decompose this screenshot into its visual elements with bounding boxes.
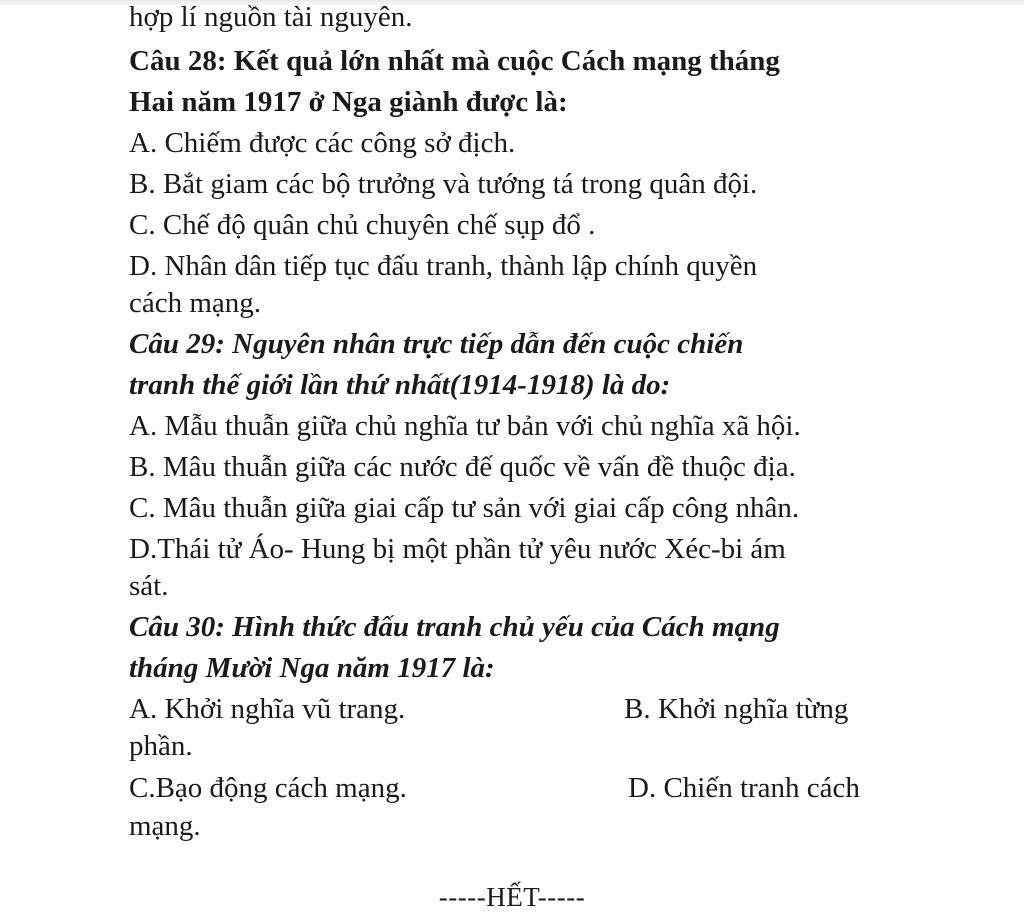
q29-stem-line1: Câu 29: Nguyên nhân trực tiếp dẫn đến cuộc chiến xyxy=(129,328,744,360)
q29-option-c: C. Mâu thuẫn giữa giai cấp tư sản với giai cấp công nhân. xyxy=(129,492,800,524)
q28-option-d-line2: cách mạng. xyxy=(129,287,262,319)
q30-stem-line1: Câu 30: Hình thức đấu tranh chủ yếu của Cách mạng xyxy=(129,611,780,643)
q28-stem-line2: Hai năm 1917 ở Nga giành được là: xyxy=(129,86,568,118)
q30-option-a: A. Khởi nghĩa vũ trang. xyxy=(129,693,406,725)
q30-option-b-line2: phần. xyxy=(129,730,193,762)
q30-option-c: C.Bạo động cách mạng. xyxy=(129,772,407,804)
q28-stem-line1: Câu 28: Kết quả lớn nhất mà cuộc Cách mạng tháng xyxy=(129,45,780,77)
q29-option-d-line2: sát. xyxy=(129,570,169,602)
q30-stem-line2: tháng Mười Nga năm 1917 là: xyxy=(129,652,495,684)
q30-option-d-line2: mạng. xyxy=(129,810,201,842)
q28-option-c: C. Chế độ quân chủ chuyên chế sụp đổ . xyxy=(129,209,596,241)
q28-option-d-line1: D. Nhân dân tiếp tục đấu tranh, thành lập chính quyền xyxy=(129,250,758,282)
q28-option-a: A. Chiếm được các công sở địch. xyxy=(129,127,516,159)
q29-stem-line2: tranh thế giới lần thứ nhất(1914-1918) là do: xyxy=(129,369,671,401)
end-marker: -----HẾT----- xyxy=(438,882,586,912)
previous-question-fragment: hợp lí nguồn tài nguyên. xyxy=(129,1,413,33)
q29-option-a: A. Mẫu thuẫn giữa chủ nghĩa tư bản với chủ nghĩa xã hội. xyxy=(129,410,801,442)
q29-option-d-line1: D.Thái tử Áo- Hung bị một phần tử yêu nước Xéc-bi ám xyxy=(129,533,786,565)
q30-option-d-line1: D. Chiến tranh cách xyxy=(628,772,860,804)
q29-option-b: B. Mâu thuẫn giữa các nước đế quốc về vấn đề thuộc địa. xyxy=(129,451,796,483)
q30-option-b-line1: B. Khởi nghĩa từng xyxy=(624,693,849,725)
q28-option-b: B. Bắt giam các bộ trưởng và tướng tá trong quân đội. xyxy=(129,168,758,200)
